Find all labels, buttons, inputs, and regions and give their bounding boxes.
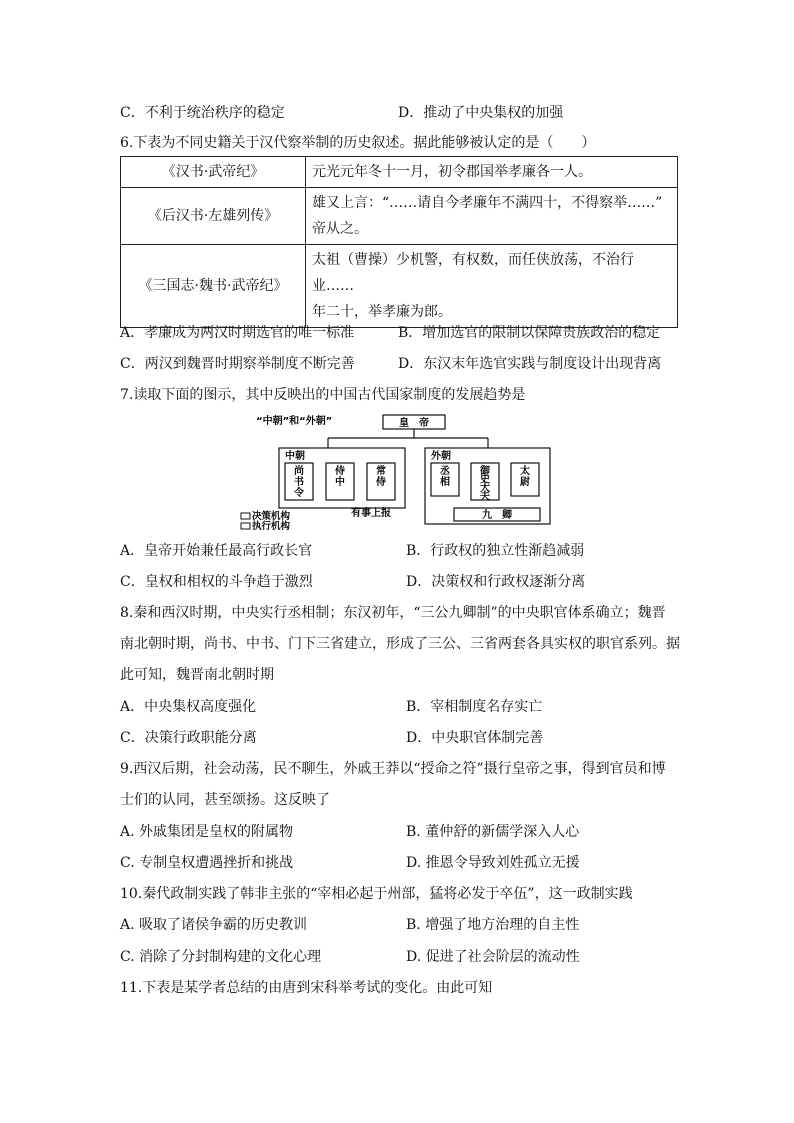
nine-ministers-label: 九 卿	[482, 510, 512, 521]
q9-option-b: B. 董仲舒的新儒学深入人心	[406, 824, 580, 840]
q9-option-a: A. 外戚集团是皇权的附属物	[120, 824, 294, 840]
q6-stem: 6.下表为不同史籍关于汉代察举制的历史叙述。据此能够被认定的是（ ）	[120, 135, 596, 151]
office-label: 尚书令	[294, 466, 304, 499]
q7-option-c: C．皇权和相权的斗争趋于激烈	[120, 574, 313, 590]
q10-option-c: C. 消除了分封制构建的文化心理	[120, 949, 322, 965]
report-label: 有事上报	[351, 508, 391, 519]
q9-option-d: D. 推恩令导致刘姓孤立无援	[406, 855, 580, 871]
q8-option-b: B．宰相制度名存实亡	[406, 699, 543, 715]
table-row	[121, 188, 678, 245]
q8-stem-line: 南北朝时期，尚书、中书、门下三省建立，形成了三公、三省两套各具实权的职官系列。据	[120, 636, 680, 652]
q6-option-a: A．孝廉成为两汉时期选官的唯一标准	[120, 325, 355, 341]
q5-option-d: D．推动了中央集权的加强	[398, 105, 564, 121]
q7-option-a: A．皇帝开始兼任最高行政长官	[120, 543, 313, 559]
q8-stem-line: 8.秦和西汉时期，中央实行丞相制；东汉初年，“三公九卿制”的中央职官体系确立；魏晋	[120, 605, 666, 621]
legend-execution-swatch	[241, 523, 250, 529]
q6-option-d: D．东汉末年选官实践与制度设计出现背离	[398, 356, 662, 372]
office-label: 御史大夫	[480, 466, 490, 503]
court-structure-diagram	[238, 412, 558, 534]
outer-court-label: 外朝	[431, 451, 451, 462]
table-row	[121, 245, 678, 328]
q11-stem: 11.下表是某学者总结的由唐到宋科举考试的变化。由此可知	[120, 980, 493, 996]
q5-option-c: C．不利于统治秩序的稳定	[120, 105, 285, 121]
quote-line: 帝从之。	[312, 221, 368, 237]
q10-option-a: A. 吸取了诸侯争霸的历史教训	[120, 917, 308, 933]
q6-option-c: C．两汉到魏晋时期察举制度不断完善	[120, 356, 355, 372]
office-label: 常侍	[376, 466, 386, 488]
quote-line: 元光元年冬十一月，初令郡国举孝廉各一人。	[312, 164, 592, 180]
table-row	[121, 157, 678, 188]
legend-decision-swatch	[241, 513, 250, 519]
inner-court-label: 中朝	[285, 451, 305, 462]
table-quote-cell	[306, 188, 678, 245]
legend-execution-label: 执行机构	[252, 521, 291, 532]
table-source-cell: 《后汉书·左雄列传》	[121, 188, 306, 245]
q7-stem: 7.读取下面的图示，其中反映出的中国古代国家制度的发展趋势是	[120, 387, 526, 403]
q6-option-b: B．增加选官的限制以保障贵族政治的稳定	[398, 325, 661, 341]
q9-option-c: C. 专制皇权遭遇挫折和挑战	[120, 855, 294, 871]
q7-option-b: B．行政权的独立性渐趋减弱	[406, 543, 585, 559]
table-source-cell: 《三国志·魏书·武帝纪》	[121, 245, 306, 328]
emperor-label: 皇 帝	[399, 418, 429, 429]
q9-stem-line: 9.西汉后期，社会动荡，民不聊生，外戚王莽以“授命之符”摄行皇帝之事，得到官员和博	[120, 761, 666, 777]
q10-stem: 10.秦代政制实践了韩非主张的“宰相必起于州部，猛将必发于卒伍”，这一政制实践	[120, 886, 633, 902]
quote-line: 太祖（曹操）少机警，有权数，而任侠放荡，不治行业……	[312, 252, 634, 294]
q8-stem-line: 此可知，魏晋南北朝时期	[120, 667, 274, 683]
q9-stem-line: 士们的认同，甚至颂扬。这反映了	[120, 792, 330, 808]
q8-option-d: D．中央职官体制完善	[406, 730, 544, 746]
q8-option-c: C．决策行政职能分离	[120, 730, 257, 746]
q6-history-table	[120, 156, 678, 328]
diagram-title: “中朝”和“外朝”	[256, 416, 333, 427]
office-label: 侍中	[335, 466, 345, 488]
q8-option-a: A．中央集权高度强化	[120, 699, 257, 715]
office-label: 太尉	[520, 466, 530, 488]
legend-decision-label: 决策机构	[252, 511, 291, 522]
q7-option-d: D．决策权和行政权逐渐分离	[406, 574, 586, 590]
table-source-cell: 《汉书·武帝纪》	[121, 157, 306, 188]
office-label: 丞相	[440, 466, 450, 488]
q10-option-b: B. 增强了地方治理的自主性	[406, 917, 580, 933]
q10-option-d: D. 促进了社会阶层的流动性	[406, 949, 580, 965]
quote-line: 年二十，举孝廉为郎。	[312, 304, 452, 320]
table-quote-cell	[306, 245, 678, 328]
table-quote-cell	[306, 157, 678, 188]
quote-line: 雄又上言：“……请自今孝廉年不满四十，不得察举……”	[312, 195, 663, 211]
